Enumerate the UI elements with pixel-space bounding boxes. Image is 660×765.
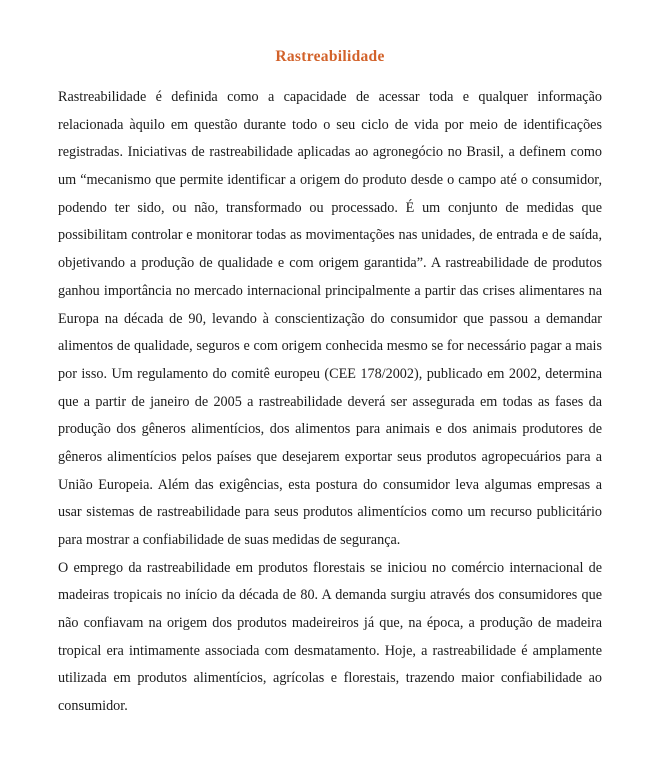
body-paragraph: Rastreabilidade é definida como a capacidade de acessar toda e qualquer informação relacionada àquilo em questão durante todo o seu ciclo de vida por meio de identificações registradas. Iniciativas de rastreabilidade aplicadas ao agronegócio no Brasil, a definem como um “mecanismo que permite identificar a origem do produto desde o campo até o consumidor, podendo ter sido, ou não, transformado ou processado. É um conjunto de medidas que possibilitam controlar e monitorar todas as movimentações nas unidades, de entrada e de saída, objetivando a produção de qualidade e com origem garantida”. A rastreabilidade de produtos ganhou importância no mercado internacional principalmente a partir das crises alimentares na Europa na década de 90, levando à conscientização do consumidor que passou a demandar alimentos de qualidade, seguros e com origem conhecida mesmo se for necessário pagar a mais por isso. Um regulamento do comitê europeu (CEE 178/2002), publicado em 2002, determina que a partir de janeiro de 2005 a rastreabilidade deverá ser assegurada em todas as fases da produção dos gêneros alimentícios, dos alimentos para animais e dos animais produtores de gêneros alimentícios pelos países que desejarem exportar seus produtos agropecuários para a União Europeia. Além das exigências, esta postura do consumidor leva algumas empresas a usar sistemas de rastreabilidade para seus produtos alimentícios como um recurso publicitário para mostrar a confiabilidade de suas medidas de segurança.: [58, 89, 602, 548]
page-title: Rastreabilidade: [275, 48, 385, 65]
body-paragraph: O emprego da rastreabilidade em produtos florestais se iniciou no comércio internacional de madeiras tropicais no início da década de 80. A demanda surgiu através dos consumidores que não confiavam na origem dos produtos madeireiros já que, na época, a produção de madeira tropical era intimamente associada com desmatamento. Hoje, a rastreabilidade é amplamente utilizada em produtos alimentícios, agrícolas e florestais, trazendo maior confiabilidade ao consumidor.: [58, 559, 602, 715]
